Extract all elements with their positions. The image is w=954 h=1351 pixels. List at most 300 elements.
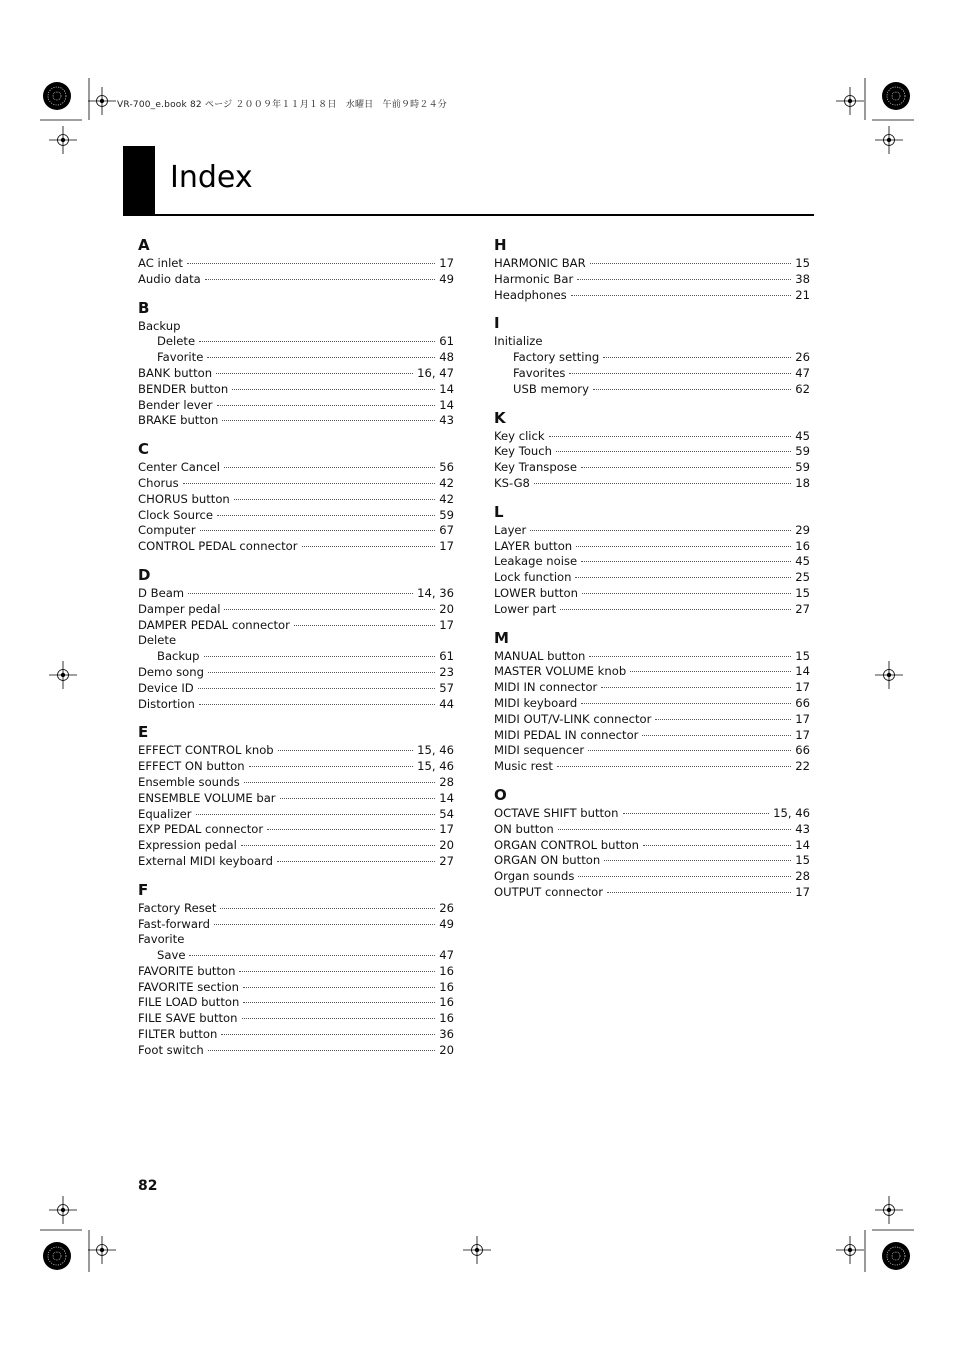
entry-label: Damper pedal	[138, 601, 221, 616]
index-entry	[138, 460, 454, 476]
entry-label: LAYER button	[494, 538, 573, 553]
entry-pages: 16, 47	[417, 365, 454, 380]
entry-pages: 17	[439, 822, 454, 837]
entry-pages: 16	[439, 1011, 454, 1026]
entry-label: AC inlet	[138, 256, 183, 270]
entry-label: Key Transpose	[494, 460, 577, 475]
page-title: Index	[170, 160, 253, 195]
index-entry	[138, 759, 454, 775]
index-entry	[494, 554, 810, 570]
entry-label: MASTER VOLUME knob	[494, 664, 627, 679]
index-entry	[494, 838, 810, 854]
dot-leader	[601, 687, 791, 688]
index-entry	[494, 602, 810, 618]
entry-label: Save	[157, 948, 186, 963]
entry-pages: 57	[439, 680, 454, 695]
index-entry	[138, 413, 454, 429]
dot-leader	[224, 467, 435, 468]
index-column-left	[138, 236, 454, 1070]
entry-label: BANK button	[138, 365, 213, 380]
index-entry	[138, 366, 454, 382]
dot-leader	[183, 483, 436, 484]
entry-pages: 20	[439, 838, 454, 853]
entry-pages: 14	[439, 397, 454, 412]
entry-label: ENSEMBLE VOLUME bar	[138, 790, 276, 805]
entry-label: Device ID	[138, 680, 194, 695]
entry-label: FAVORITE button	[138, 963, 236, 978]
entry-pages: 17	[439, 256, 454, 270]
index-section-a	[138, 236, 454, 288]
entry-pages: 49	[439, 271, 454, 286]
dot-leader	[589, 656, 791, 657]
entry-label: EXP PEDAL connector	[138, 822, 264, 837]
index-entry	[494, 806, 810, 822]
dot-leader	[576, 546, 791, 547]
entry-label: ORGAN ON button	[494, 853, 601, 868]
entry-pages: 56	[439, 460, 454, 475]
index-subentry	[138, 948, 454, 964]
entry-label: Audio data	[138, 271, 201, 286]
entry-label: Organ sounds	[494, 869, 575, 884]
entry-pages: 20	[439, 601, 454, 616]
dot-leader	[200, 530, 436, 531]
dot-leader	[280, 798, 436, 799]
index-entry	[138, 508, 454, 524]
index-entry	[138, 964, 454, 980]
index-column-right	[494, 236, 810, 912]
entry-pages: 54	[439, 806, 454, 821]
entry-label: Center Cancel	[138, 460, 220, 475]
entry-label: ON button	[494, 821, 554, 836]
section-letter: I	[494, 314, 500, 333]
dot-leader	[242, 1018, 436, 1019]
dot-leader	[577, 279, 791, 280]
dot-leader	[205, 279, 435, 280]
entry-label: Lower part	[494, 601, 557, 616]
index-entry	[138, 1043, 454, 1059]
index-section-o	[494, 786, 810, 901]
entry-pages: 49	[439, 916, 454, 931]
entry-pages: 17	[439, 617, 454, 632]
dot-leader	[590, 263, 792, 264]
index-entry	[138, 681, 454, 697]
index-subentry	[138, 350, 454, 366]
dot-leader	[267, 829, 435, 830]
dot-leader	[216, 373, 413, 374]
index-entry-heading: Delete	[138, 633, 177, 648]
entry-label: Favorites	[513, 365, 566, 380]
dot-leader	[222, 420, 435, 421]
index-section-b	[138, 299, 454, 430]
entry-label: MIDI IN connector	[494, 680, 598, 695]
index-section-k	[494, 409, 810, 492]
entry-pages: 28	[795, 869, 810, 884]
entry-label: BRAKE button	[138, 413, 219, 428]
index-subentry	[138, 649, 454, 665]
dot-leader	[241, 845, 435, 846]
dot-leader	[188, 593, 413, 594]
index-entry	[138, 743, 454, 759]
entry-pages: 15	[795, 648, 810, 663]
entry-label: KS-G8	[494, 475, 530, 490]
entry-pages: 45	[795, 428, 810, 443]
section-letter: B	[138, 298, 150, 317]
dot-leader	[294, 625, 435, 626]
entry-pages: 15	[795, 256, 810, 270]
entry-label: Headphones	[494, 287, 567, 302]
index-entry-heading: Favorite	[138, 932, 185, 947]
entry-pages: 20	[439, 1042, 454, 1057]
dot-leader	[603, 357, 791, 358]
section-letter: D	[138, 565, 151, 584]
entry-label: Lock function	[494, 570, 572, 585]
entry-label: FILTER button	[138, 1027, 218, 1042]
entry-pages: 47	[795, 365, 810, 380]
dot-leader	[249, 766, 414, 767]
entry-pages: 59	[795, 444, 810, 459]
dot-leader	[189, 955, 435, 956]
entry-label: BENDER button	[138, 381, 229, 396]
index-entry	[138, 256, 454, 272]
entry-label: Fast-forward	[138, 916, 210, 931]
dot-leader	[581, 703, 791, 704]
entry-pages: 22	[795, 759, 810, 774]
entry-label: Expression pedal	[138, 838, 237, 853]
index-subentry	[494, 382, 810, 398]
dot-leader	[578, 876, 791, 877]
entry-label: OCTAVE SHIFT button	[494, 805, 619, 820]
entry-pages: 36	[439, 1027, 454, 1042]
index-entry	[138, 838, 454, 854]
index-entry	[138, 492, 454, 508]
entry-label: OUTPUT connector	[494, 884, 604, 899]
dot-leader	[277, 861, 435, 862]
entry-pages: 15	[795, 853, 810, 868]
dot-leader	[571, 295, 792, 296]
entry-label: MIDI sequencer	[494, 743, 585, 758]
index-entry	[138, 382, 454, 398]
index-entry	[494, 256, 810, 272]
dot-leader	[196, 814, 436, 815]
index-entry	[138, 791, 454, 807]
index-entry	[138, 476, 454, 492]
entry-pages: 14	[439, 381, 454, 396]
entry-label: Equalizer	[138, 806, 192, 821]
dot-leader	[239, 971, 435, 972]
entry-label: D Beam	[138, 585, 185, 600]
dot-leader	[243, 987, 435, 988]
index-entry	[138, 523, 454, 539]
dot-leader	[607, 892, 791, 893]
entry-pages: 66	[795, 695, 810, 710]
entry-label: Distortion	[138, 696, 195, 711]
section-letter: H	[494, 236, 507, 254]
entry-label: MIDI PEDAL IN connector	[494, 727, 639, 742]
entry-pages: 61	[439, 334, 454, 349]
entry-pages: 15, 46	[417, 743, 454, 758]
dot-leader	[208, 1050, 436, 1051]
dot-leader	[556, 451, 791, 452]
index-entry	[138, 1011, 454, 1027]
index-entry	[494, 712, 810, 728]
entry-label: Clock Source	[138, 507, 214, 522]
index-entry	[494, 743, 810, 759]
entry-label: Delete	[157, 334, 196, 349]
index-entry	[494, 429, 810, 445]
entry-pages: 15, 46	[773, 805, 810, 820]
dot-leader	[558, 829, 792, 830]
entry-pages: 27	[795, 601, 810, 616]
index-entry	[138, 697, 454, 713]
entry-pages: 17	[795, 884, 810, 899]
dot-leader	[581, 561, 791, 562]
index-entry	[494, 444, 810, 460]
entry-label: FAVORITE section	[138, 979, 239, 994]
index-entry-heading: Initialize	[494, 334, 543, 349]
index-entry	[494, 476, 810, 492]
entry-pages: 16	[439, 963, 454, 978]
dot-leader	[214, 924, 435, 925]
dot-leader	[221, 1034, 435, 1035]
entry-label: MIDI OUT/V-LINK connector	[494, 711, 652, 726]
index-subentry	[494, 350, 810, 366]
entry-pages: 17	[795, 727, 810, 742]
dot-leader	[220, 908, 435, 909]
entry-pages: 21	[795, 287, 810, 302]
section-letter: E	[138, 723, 149, 742]
index-entry	[494, 288, 810, 304]
dot-leader	[530, 530, 791, 531]
entry-label: ORGAN CONTROL button	[494, 837, 639, 852]
dot-leader	[199, 704, 435, 705]
index-entry	[494, 853, 810, 869]
index-entry	[494, 649, 810, 665]
entry-label: Chorus	[138, 475, 179, 490]
dot-leader	[243, 1002, 435, 1003]
entry-label: Favorite	[157, 350, 204, 365]
dot-leader	[560, 609, 791, 610]
index-entry	[138, 917, 454, 933]
index-entry	[494, 680, 810, 696]
dot-leader	[199, 341, 435, 342]
entry-pages: 26	[795, 350, 810, 365]
entry-label: Computer	[138, 523, 196, 538]
entry-pages: 27	[439, 853, 454, 868]
index-entry	[494, 460, 810, 476]
dot-leader	[604, 860, 791, 861]
entry-label: Ensemble sounds	[138, 774, 240, 789]
dot-leader	[534, 483, 791, 484]
index-entry	[494, 523, 810, 539]
index-entry	[494, 728, 810, 744]
index-entry	[494, 664, 810, 680]
index-entry	[138, 995, 454, 1011]
title-rule	[123, 214, 814, 216]
index-entry	[494, 696, 810, 712]
entry-label: Bender lever	[138, 397, 213, 412]
entry-pages: 14	[795, 837, 810, 852]
index-entry	[138, 901, 454, 917]
index-entry	[494, 869, 810, 885]
entry-label: External MIDI keyboard	[138, 853, 274, 868]
dot-leader	[244, 782, 435, 783]
index-entry	[494, 570, 810, 586]
entry-pages: 43	[439, 413, 454, 428]
section-letter: O	[494, 785, 507, 804]
dot-leader	[207, 357, 435, 358]
entry-label: Leakage noise	[494, 554, 578, 569]
dot-leader	[278, 750, 413, 751]
entry-pages: 61	[439, 649, 454, 664]
index-section-e	[138, 723, 454, 869]
entry-pages: 17	[795, 711, 810, 726]
entry-pages: 59	[439, 507, 454, 522]
index-entry	[138, 775, 454, 791]
section-letter: C	[138, 440, 150, 459]
section-letter: F	[138, 880, 149, 899]
entry-pages: 29	[795, 522, 810, 537]
entry-label: MANUAL button	[494, 648, 586, 663]
index-section-m	[494, 629, 810, 775]
entry-label: Foot switch	[138, 1042, 204, 1057]
entry-label: Factory setting	[513, 350, 600, 365]
entry-pages: 28	[439, 774, 454, 789]
dot-leader	[198, 688, 436, 689]
entry-pages: 48	[439, 350, 454, 365]
entry-pages: 66	[795, 743, 810, 758]
entry-pages: 42	[439, 475, 454, 490]
dot-leader	[217, 515, 435, 516]
dot-leader	[204, 656, 436, 657]
dot-leader	[643, 845, 791, 846]
index-entry-heading: Backup	[138, 318, 181, 333]
index-entry	[494, 822, 810, 838]
entry-pages: 62	[795, 381, 810, 396]
entry-pages: 16	[795, 538, 810, 553]
entry-pages: 15, 46	[417, 759, 454, 774]
index-entry	[138, 822, 454, 838]
dot-leader	[208, 672, 435, 673]
index-entry	[138, 665, 454, 681]
entry-label: USB memory	[513, 381, 589, 396]
entry-pages: 59	[795, 460, 810, 475]
index-entry	[138, 586, 454, 602]
dot-leader	[593, 389, 791, 390]
dot-leader	[224, 609, 435, 610]
entry-label: Layer	[494, 522, 527, 537]
entry-label: Key Touch	[494, 444, 552, 459]
index-section-h	[494, 236, 810, 303]
index-entry	[138, 807, 454, 823]
index-entry	[138, 539, 454, 555]
entry-pages: 47	[439, 948, 454, 963]
dot-leader	[642, 735, 791, 736]
book-header-line: VR-700_e.book 82 ページ ２００９年１１月１８日 水曜日 午前９時２４分	[117, 100, 447, 110]
index-section-l	[494, 503, 810, 618]
entry-label: Demo song	[138, 664, 204, 679]
index-section-f	[138, 881, 454, 1059]
index-entry	[494, 539, 810, 555]
entry-label: FILE SAVE button	[138, 1011, 238, 1026]
dot-leader	[549, 436, 792, 437]
entry-pages: 67	[439, 523, 454, 538]
entry-pages: 17	[795, 680, 810, 695]
entry-label: Backup	[157, 649, 200, 664]
section-letter: M	[494, 628, 509, 647]
dot-leader	[575, 577, 791, 578]
entry-pages: 45	[795, 554, 810, 569]
entry-pages: 16	[439, 995, 454, 1010]
dot-leader	[234, 499, 435, 500]
index-entry	[138, 272, 454, 288]
entry-label: LOWER button	[494, 585, 578, 600]
index-subentry	[138, 334, 454, 350]
dot-leader	[588, 750, 791, 751]
entry-pages: 14	[439, 790, 454, 805]
entry-pages: 18	[795, 475, 810, 490]
section-letter: A	[138, 236, 150, 254]
entry-label: DAMPER PEDAL connector	[138, 617, 290, 632]
index-section-d	[138, 566, 454, 712]
entry-pages: 43	[795, 821, 810, 836]
entry-label: Key click	[494, 428, 545, 443]
entry-pages: 25	[795, 570, 810, 585]
entry-label: EFFECT CONTROL knob	[138, 743, 274, 758]
entry-label: Music rest	[494, 759, 553, 774]
dot-leader	[582, 593, 791, 594]
index-subentry	[494, 366, 810, 382]
index-section-c	[138, 440, 454, 555]
index-entry	[138, 602, 454, 618]
dot-leader	[630, 671, 791, 672]
entry-pages: 15	[795, 585, 810, 600]
index-section-i	[494, 314, 810, 397]
entry-pages: 42	[439, 491, 454, 506]
dot-leader	[302, 546, 436, 547]
entry-pages: 14	[795, 664, 810, 679]
entry-pages: 16	[439, 979, 454, 994]
index-entry	[138, 398, 454, 414]
entry-pages: 14, 36	[417, 585, 454, 600]
entry-label: Harmonic Bar	[494, 271, 574, 286]
dot-leader	[581, 467, 791, 468]
section-letter: L	[494, 502, 504, 521]
entry-pages: 26	[439, 900, 454, 915]
dot-leader	[655, 719, 791, 720]
entry-label: FILE LOAD button	[138, 995, 240, 1010]
index-entry	[494, 885, 810, 901]
entry-label: HARMONIC BAR	[494, 256, 586, 270]
dot-leader	[187, 263, 435, 264]
index-entry	[494, 272, 810, 288]
entry-pages: 38	[795, 271, 810, 286]
dot-leader	[217, 405, 436, 406]
entry-label: Factory Reset	[138, 900, 217, 915]
entry-label: CHORUS button	[138, 491, 230, 506]
index-entry	[494, 586, 810, 602]
dot-leader	[569, 373, 791, 374]
entry-label: EFFECT ON button	[138, 759, 245, 774]
dot-leader	[557, 766, 791, 767]
dot-leader	[623, 813, 770, 814]
index-entry	[138, 618, 454, 634]
entry-pages: 23	[439, 664, 454, 679]
entry-pages: 44	[439, 696, 454, 711]
entry-pages: 17	[439, 539, 454, 554]
index-entry	[138, 1027, 454, 1043]
page-number: 82	[138, 1178, 158, 1194]
index-entry	[138, 980, 454, 996]
